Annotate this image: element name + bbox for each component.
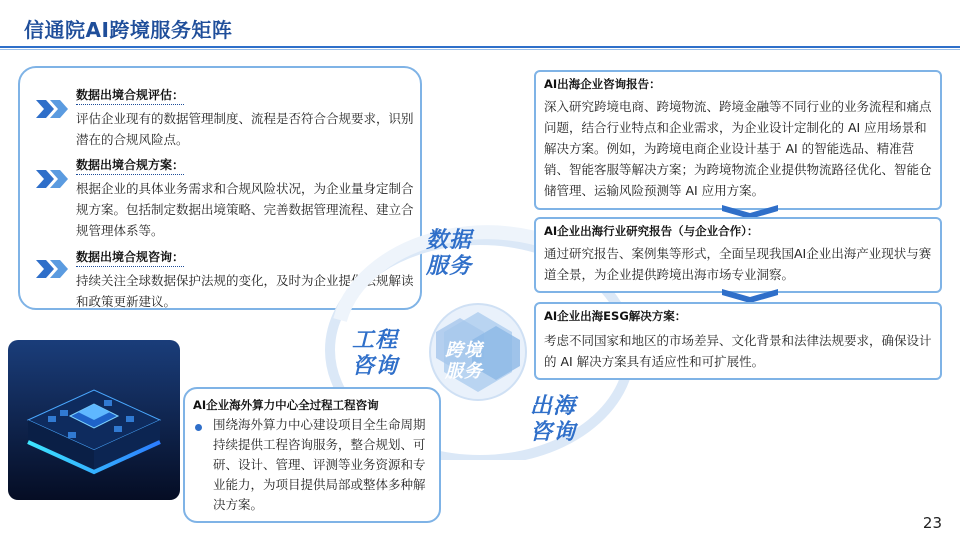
esg-solution-panel — [534, 302, 942, 380]
computing-chip-illustration — [8, 340, 180, 500]
engineering-label — [352, 328, 398, 380]
item-title: 数据出境合规方案： — [76, 156, 184, 175]
item-body: 根据企业的具体业务需求和合规风险状况，为企业量身定制合规方案。包括制定数据出境策略、完善数据管理流程、建立合规管理体系等。 — [76, 181, 414, 238]
engineering-consulting-panel — [183, 387, 441, 523]
engineering-line: 咨询 — [352, 354, 399, 379]
hub-label-line: 跨境 — [445, 340, 483, 361]
panel-title: AI出海企业咨询报告： — [544, 77, 661, 91]
industry-research-panel — [534, 217, 942, 293]
page-number: 23 — [922, 514, 942, 532]
panel-body: 围绕海外算力中心建设项目全生命周期持续提供工程咨询服务，整合规划、可研、设计、管理、评测等业务资源和专业能力，为项目提供局部或整体多种解决方案。 — [213, 417, 426, 512]
hub-label-line: 服务 — [445, 361, 483, 382]
hub-label — [445, 340, 483, 382]
panel-body: 深入研究跨境电商、跨境物流、跨境金融等不同行业的业务流程和痛点问题，结合行业特点和企业需求，为企业设计定制化的 AI 应用场景和解决方案。例如，为跨境电商企业设计基于 AI 的智能选品、精准营销、智能客服等解决方案；为跨境物流企业提供物流路径优化、智能仓储管理、运输风险预测等 AI 应用方案。 — [544, 99, 932, 198]
item-title: 数据出境合规咨询： — [76, 248, 184, 267]
data-service-line: 数据 — [426, 228, 473, 253]
panel-title: AI企业出海ESG解决方案： — [544, 309, 687, 323]
data-service-label — [426, 228, 472, 280]
panel-title: AI企业出海行业研究报告（与企业合作）： — [544, 224, 759, 238]
overseas-line: 出海 — [530, 394, 577, 419]
page-title: 信通院AI跨境服务矩阵 — [24, 18, 233, 42]
item-title: 数据出境合规评估： — [76, 86, 184, 105]
item-body: 评估企业现有的数据管理制度、流程是否符合合规要求，识别潜在的合规风险点。 — [76, 111, 414, 147]
panel-body: 通过研究报告、案例集等形式，全面呈现我国AI企业出海产业现状与赛道全景，为企业提供跨境出海市场专业洞察。 — [544, 246, 932, 282]
data-service-line: 服务 — [426, 254, 473, 279]
overseas-line: 咨询 — [530, 420, 577, 445]
item-body: 持续关注全球数据保护法规的变化，及时为企业提供法规解读和政策更新建议。 — [76, 273, 414, 309]
overseas-label — [530, 394, 576, 446]
engineering-line: 工程 — [352, 328, 399, 353]
title-divider — [0, 46, 960, 48]
panel-title: AI企业海外算力中心全过程工程咨询 — [193, 398, 379, 412]
bullet-icon — [195, 424, 202, 431]
ai-consulting-report-panel — [534, 70, 942, 210]
title-divider-thin — [0, 49, 960, 50]
panel-body: 考虑不同国家和地区的市场差异、文化背景和法律法规要求，确保设计的 AI 解决方案具有适应性和可扩展性。 — [544, 333, 932, 369]
